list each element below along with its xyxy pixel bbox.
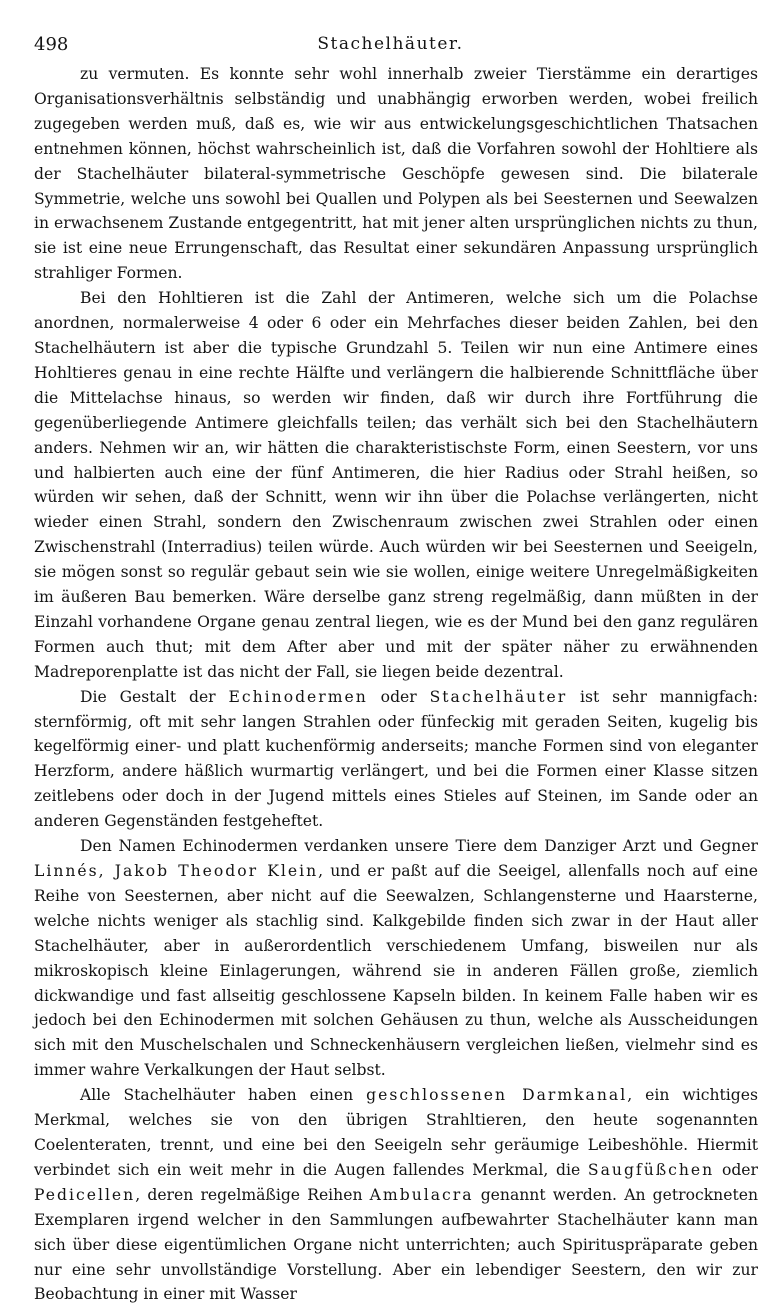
- person-name: Linnés, Jakob Theodor Klein: [34, 862, 319, 880]
- paragraph-text: oder: [714, 1160, 758, 1179]
- paragraph-5: [34, 1083, 758, 1307]
- body-text: [34, 62, 758, 1307]
- paragraph-1: [34, 62, 758, 286]
- paragraph-4: [34, 834, 758, 1083]
- paragraph-text: , deren regelmäßige Reihen: [135, 1185, 370, 1204]
- paragraph-3: [34, 685, 758, 834]
- paragraph-text: oder: [367, 687, 430, 706]
- page-number: 498: [34, 34, 69, 55]
- paragraph-2: [34, 286, 758, 685]
- paragraph-text: ist sehr mannigfach: sternförmig, oft mit sehr langen Strahlen oder fünfeckig mit geraden Seiten, kugelig bis kegelförmig einer- und platt kuchenförmig anderseits; manche Formen sind von eleganter Herzform, andere häßlich wurmartig verlängert, und bei die Formen einer Klasse sitzen zeitlebens oder doch in der Jugend mittels eines Stieles auf Steinen, im Sande oder an anderen Gegenständen festgeheftet.: [34, 687, 759, 831]
- paragraph-text: Den Namen Echinodermen verdanken unsere Tiere dem Danziger Arzt und Gegner: [80, 837, 758, 856]
- paragraph-text: , und er paßt auf die Seeigel, allenfalls noch auf eine Reihe von Seesternen, aber nicht auf die Seewalzen, Schlangensterne und Haarsterne, welche nichts weniger als stachlig sind. Kalkgebilde finden sich zwar in der Haut aller Stachelhäuter, aber in außerordentlich verschiedenem Umfang, bisweilen nur als mikroskopisch kleine Einlagerungen, während sie in anderen Fällen große, ziemlich dickwandige und fast allseitig geschlossene Kapseln bilden. In keinem Falle haben wir es jedoch bei den Echinodermen mit solchen Gehäusen zu thun, welche als Ausscheidungen sich mit den Muschelschalen und Schneckenhäusern vergleichen ließen, vielmehr sind es immer wahre Verkalkungen der Haut selbst.: [34, 862, 758, 1080]
- paragraph-text: Die Gestalt der: [80, 687, 229, 706]
- page-header: [34, 26, 747, 60]
- term-stachelhaeuter: Stachelhäuter: [429, 687, 568, 706]
- term-darmkanal: geschlossenen Darmkanal: [366, 1086, 628, 1105]
- paragraph-text: zu vermuten. Es konnte sehr wohl innerhalb zweier Tierstämme ein derartiges Organisationsverhältnis selbständig und unabhängig erworben werden, wobei freilich zugegeben werden muß, daß es, wie wir aus entwickelungsgeschichtlichen Thatsachen entnehmen können, höchst wahrscheinlich ist, daß die Vorfahren sowohl der Hohltiere als der Stachelhäuter bilateral-symmetrische Geschöpfe gewesen sind. Die bilaterale Symmetrie, welche uns sowohl bei Quallen und Polypen als bei Seesternen und Seewalzen in erwachsenem Zustande entgegentritt, hat mit jener alten ursprünglichen nichts zu thun, sie ist eine neue Errungenschaft, das Resultat einer sekundären Anpassung ursprünglich strahliger Formen.: [34, 65, 758, 283]
- running-title: Stachelhäuter.: [317, 34, 464, 54]
- paragraph-text: genannt werden. An getrockneten Exemplaren irgend welcher in den Sammlungen aufbewahrter Stachelhäuter kann man sich über diese eigentümlichen Organe nicht unterrichten; auch Spirituspräparate geben nur eine sehr unvollständige Vorstellung. Aber ein lebendiger Seestern, den wir zur Beobachtung in einer mit Wasser: [34, 1185, 758, 1304]
- term-echinodermen: Echinodermen: [228, 687, 368, 706]
- term-saugfuesschen: Saugfüßchen: [587, 1160, 715, 1179]
- paragraph-text: Bei den Hohltieren ist die Zahl der Antimeren, welche sich um die Polachse anordnen, normalerweise 4 oder 6 oder ein Mehrfaches dieser beiden Zahlen, bei den Stachelhäutern ist aber die typische Grundzahl 5. Teilen wir nun eine Antimere eines Hohltieres genau in eine rechte Hälfte und verlängern die halbierende Schnittfläche über die Mittelachse hinaus, so werden wir finden, daß wir durch ihre Fortführung die gegenüberliegende Antimere gleichfalls teilen; das verhält sich bei den Stachelhäutern anders. Nehmen wir an, wir hätten die charakteristischste Form, einen Seestern, vor uns und halbierten auch eine der fünf Antimeren, die hier Radius oder Strahl heißen, so würden wir sehen, daß der Schnitt, wenn wir ihn über die Polachse verlängerten, nicht wieder einen Strahl, sondern den Zwischenraum zwischen zwei Strahlen oder einen Zwischenstrahl (Interradius) teilen würde. Auch würden wir bei Seesternen und Seeigeln, sie mögen sonst so regulär gebaut sein wie sie wollen, einige weitere Unregelmäßigkeiten im äußeren Bau bemerken. Wäre derselbe ganz streng regelmäßig, dann müßten in der Einzahl vorhandene Organe genau zentral liegen, wie es der Mund bei den ganz regulären Formen auch thut; mit dem After aber und mit der später näher zu erwähnenden Madreporenplatte ist das nicht der Fall, sie liegen beide dezentral.: [34, 289, 758, 681]
- paragraph-text: , ein wichtiges Merkmal, welches sie von den übrigen Strahltieren, den heute sogenannten Coelenteraten, trennt, und eine bei den Seeigeln sehr geräumige Leibeshöhle. Hiermit verbindet sich ein weit mehr in die Augen fallendes Merkmal, die: [34, 1086, 758, 1179]
- term-ambulacra: Ambulacra: [369, 1185, 474, 1204]
- term-pedicellen: Pedicellen: [34, 1185, 136, 1204]
- paragraph-text: Alle Stachelhäuter haben einen: [80, 1086, 367, 1105]
